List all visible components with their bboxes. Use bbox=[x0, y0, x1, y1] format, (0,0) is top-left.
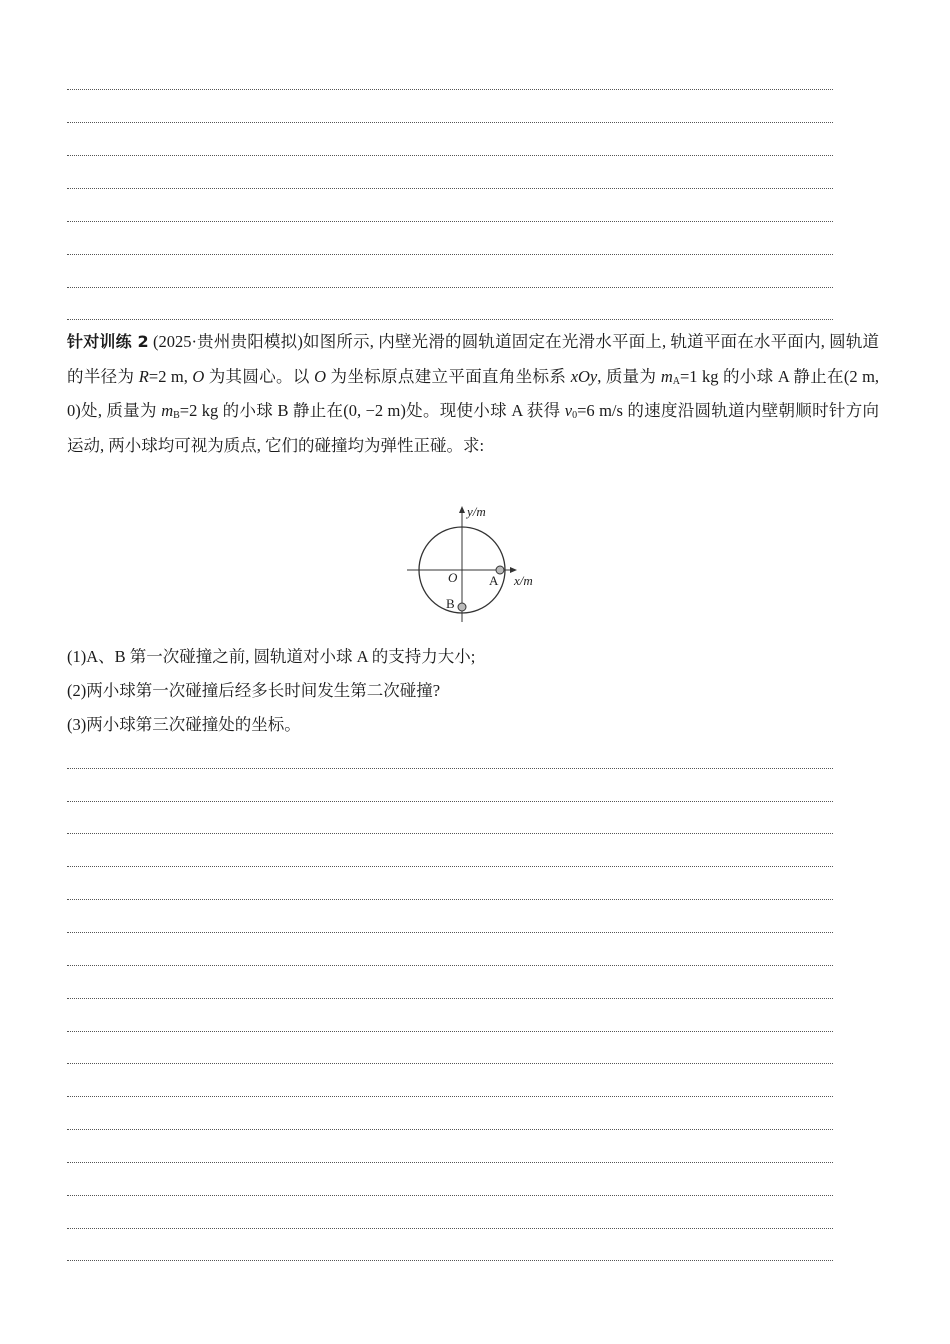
x-axis-label: x/m bbox=[514, 573, 533, 588]
answer-line bbox=[67, 1129, 833, 1130]
y-axis-arrow-icon bbox=[459, 506, 465, 513]
question-list bbox=[67, 640, 879, 742]
answer-line bbox=[67, 1031, 833, 1032]
problem-statement bbox=[67, 325, 879, 463]
answer-line bbox=[67, 1260, 833, 1261]
problem-label: 针对训练 2 bbox=[67, 332, 149, 351]
answer-line bbox=[67, 287, 833, 288]
answer-line bbox=[67, 122, 833, 123]
answer-line bbox=[67, 319, 833, 320]
origin-label: O bbox=[448, 570, 458, 585]
answer-line bbox=[67, 188, 833, 189]
y-axis-label: y/m bbox=[467, 504, 486, 519]
answer-line bbox=[67, 965, 833, 966]
answer-line bbox=[67, 1162, 833, 1163]
answer-line bbox=[67, 155, 833, 156]
answer-line bbox=[67, 1228, 833, 1229]
answer-line bbox=[67, 254, 833, 255]
answer-line bbox=[67, 768, 833, 769]
ball-b-label: B bbox=[446, 596, 455, 611]
answer-line bbox=[67, 932, 833, 933]
ball-a-label: A bbox=[489, 573, 499, 588]
question-2: (2)两小球第一次碰撞后经多长时间发生第二次碰撞? bbox=[67, 681, 441, 700]
answer-line bbox=[67, 866, 833, 867]
ball-b bbox=[458, 603, 466, 611]
answer-line bbox=[67, 833, 833, 834]
question-1: (1)A、B 第一次碰撞之前, 圆轨道对小球 A 的支持力大小; bbox=[67, 647, 476, 666]
circular-track-diagram bbox=[405, 500, 545, 628]
answer-line bbox=[67, 1096, 833, 1097]
problem-text: 针对训练 2 (2025·贵州贵阳模拟)如图所示, 内壁光滑的圆轨道固定在光滑水平面上, 轨道平面在水平面内, 圆轨道的半径为 R=2 m, O 为其圆心。以 O 为坐标原点建立平面直角坐标系 xOy, 质量为 $m_A=1$ kg 的小球 A 静止在(2 m, 0)处, 质量为 $m_B=2$ kg 的小球 B 静止在(0, −2 m)处。现使小球 A 获得 $v_0=6$ m/s 的速度沿圆轨道内壁朝顺时针方向运动, 两小球均可视为质点, 它们的碰撞均为弹性正碰。求: bbox=[67, 332, 880, 455]
question-3: (3)两小球第三次碰撞处的坐标。 bbox=[67, 715, 301, 734]
answer-line bbox=[67, 801, 833, 802]
answer-line bbox=[67, 899, 833, 900]
answer-line bbox=[67, 998, 833, 999]
answer-line bbox=[67, 89, 833, 90]
problem-source: (2025·贵州贵阳模拟) bbox=[153, 332, 303, 351]
answer-line bbox=[67, 221, 833, 222]
answer-line bbox=[67, 1195, 833, 1196]
answer-line bbox=[67, 1063, 833, 1064]
